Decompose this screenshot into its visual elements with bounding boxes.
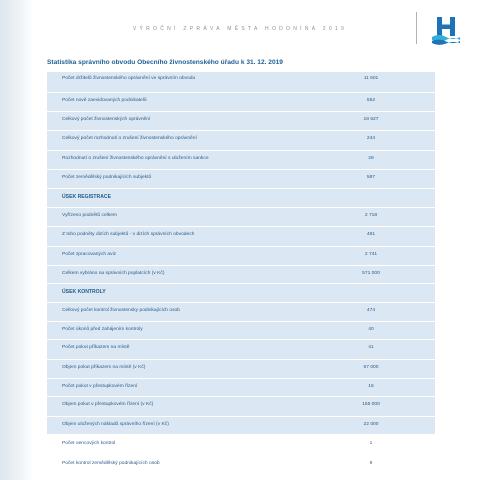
section-label: ÚSEK REGISTRACE bbox=[62, 194, 111, 200]
table-row bbox=[47, 416, 435, 432]
row-value: 22 000 bbox=[363, 422, 379, 427]
row-label: Rozhodnutí o zrušení živnostenského oprávnění s uložením sankce bbox=[62, 156, 209, 161]
row-label: Celkem vybráno na správních poplatcích (v Kč) bbox=[62, 271, 165, 276]
row-value: 481 bbox=[366, 232, 376, 237]
row-value: 9 bbox=[369, 461, 373, 466]
row-label: Celkový počet kontrol živnostensky podnikajících osob bbox=[62, 308, 180, 313]
table-row bbox=[47, 455, 435, 471]
row-value: 67 000 bbox=[363, 365, 379, 370]
table-row bbox=[47, 207, 435, 223]
row-value: 18 627 bbox=[363, 117, 379, 122]
table-row bbox=[47, 111, 435, 127]
row-value: 474 bbox=[366, 308, 376, 313]
table-row bbox=[47, 339, 435, 355]
row-label: Počet držitelů živnostenského oprávnění ve správním obvodu bbox=[62, 76, 196, 81]
table-row bbox=[47, 359, 435, 375]
row-label: Počet pokut v přestupkovém řízení bbox=[62, 384, 138, 389]
row-value: 587 bbox=[366, 175, 376, 180]
row-label: Objem pokut příkazem na místě (v Kč) bbox=[62, 365, 146, 370]
table-row bbox=[47, 150, 435, 166]
row-label: Počet úkonů před zahájením kontroly bbox=[62, 327, 143, 332]
row-value: 40 bbox=[368, 327, 374, 332]
row-label: Počet kontrol zemědělský podnikajících osob bbox=[62, 461, 160, 466]
row-label: Celkový počet živnostenských oprávnění bbox=[62, 117, 151, 122]
row-value: 2 718 bbox=[364, 213, 378, 218]
table-row bbox=[47, 302, 435, 318]
row-label: Počet pokut příkazem na místě bbox=[62, 345, 130, 350]
row-value: 16 bbox=[368, 384, 374, 389]
table-row bbox=[47, 265, 435, 281]
table-row bbox=[47, 246, 435, 262]
document-title: Statistika správního obvodu Obecního živnostenského úřadu k 31. 12. 2019 bbox=[47, 59, 283, 66]
row-label: Vyřízeno podnětů celkem bbox=[62, 213, 118, 218]
row-value: 28 bbox=[368, 156, 374, 161]
hodonin-h-logo-icon bbox=[430, 15, 462, 45]
row-value: 41 bbox=[368, 345, 374, 350]
row-value: 11 601 bbox=[363, 76, 379, 81]
table-row bbox=[47, 396, 435, 412]
table-section-header bbox=[47, 283, 435, 299]
row-label: Počet nově zaevidovaných podnikatelů bbox=[62, 98, 147, 103]
row-label: Z toho podněty dizích subjektů - v dizích správních obvodech bbox=[62, 232, 195, 237]
report-header-title: VÝROČNÍ ZPRÁVA MĚSTA HODONÍNA 2019 bbox=[132, 26, 348, 32]
row-value: 571 000 bbox=[362, 271, 380, 276]
row-value: 1 bbox=[369, 441, 373, 446]
table-row bbox=[47, 169, 435, 185]
statistics-table bbox=[47, 72, 435, 466]
table-row bbox=[47, 92, 435, 108]
row-label: Počet oencových kontrol bbox=[62, 441, 116, 446]
table-row bbox=[47, 321, 435, 337]
row-value: 155 000 bbox=[362, 402, 380, 407]
left-margin-shade bbox=[0, 0, 34, 480]
header-divider bbox=[416, 12, 417, 44]
row-label: Počet zemědělský podnikajících subjektů bbox=[62, 175, 152, 180]
row-value: 552 bbox=[366, 98, 376, 103]
table-row bbox=[47, 71, 435, 87]
table-row bbox=[47, 378, 435, 394]
table-row bbox=[47, 435, 435, 451]
row-label: Počet zpracovaných aviz bbox=[62, 252, 117, 257]
row-value: 244 bbox=[366, 136, 376, 141]
table-row bbox=[47, 226, 435, 242]
row-label: Celkový počet rozhodnutí o zrušení živnostenského oprávnění bbox=[62, 136, 197, 141]
row-value: 2 741 bbox=[364, 252, 378, 257]
row-label: Objem pokut v přestupkovém řízení (v Kč) bbox=[62, 402, 154, 407]
table-section-header bbox=[47, 188, 435, 204]
row-label: Objem uložených nákladů správního řízení (v Kč) bbox=[62, 422, 169, 427]
table-row bbox=[47, 130, 435, 146]
section-label: ÚSEK KONTROLY bbox=[62, 289, 106, 295]
